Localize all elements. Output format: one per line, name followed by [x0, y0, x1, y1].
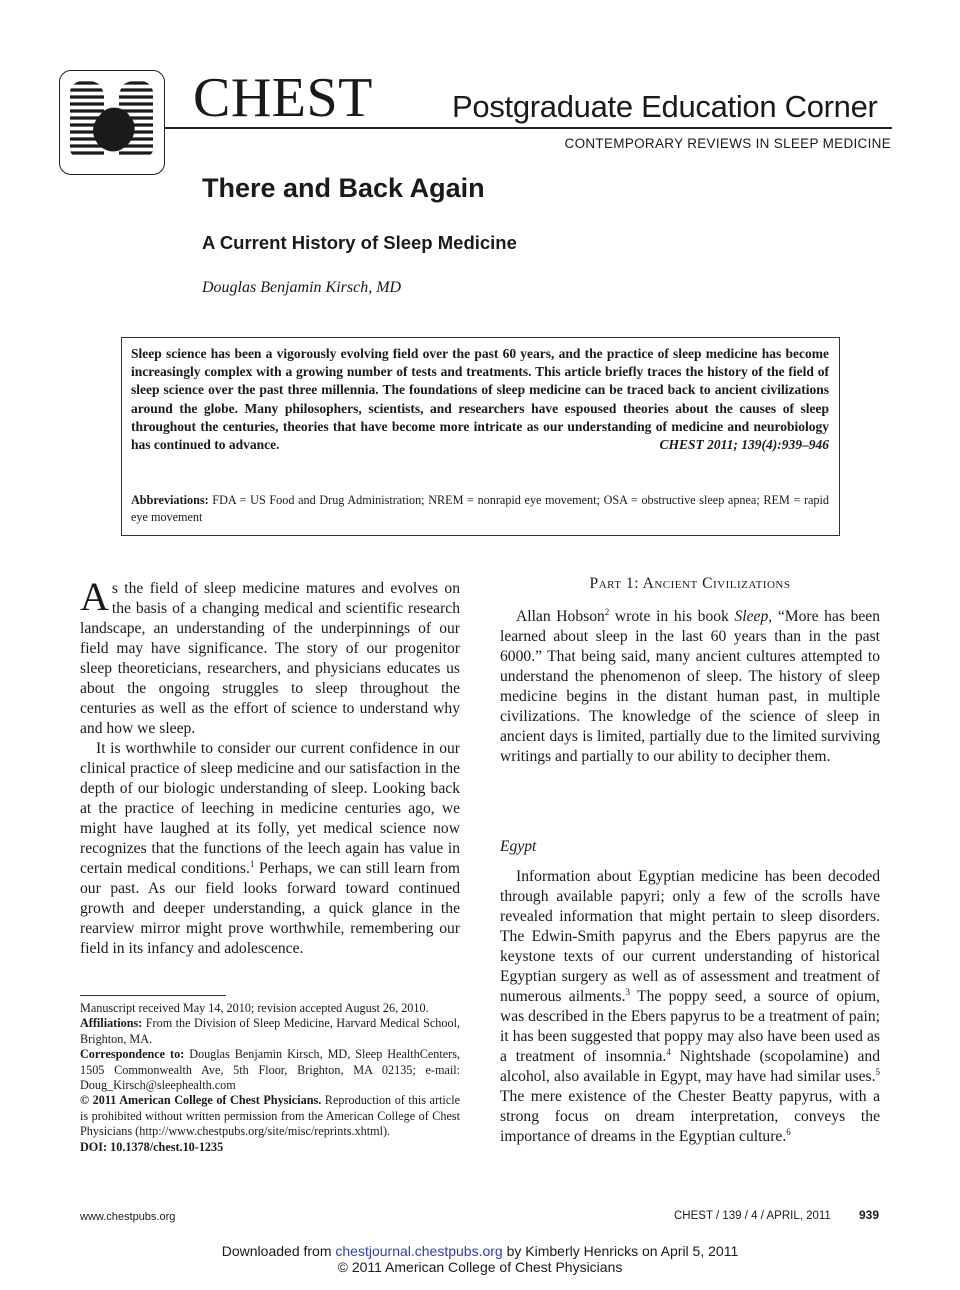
para2-text-a: It is worthwhile to consider our current confidence in our clinical practice of sleep medicine and our satisfaction in the depth of our biologic understanding of sleep. Looking back at the practice of leeching in medicine centuries ago, we might have laughed at its folly, yet medical science now recognizes that the functions of the leech again has value in certain medical conditions.: [80, 740, 460, 877]
ref-5[interactable]: 5: [875, 1066, 880, 1077]
abstract-citation: CHEST 2011; 139(4):939–946: [659, 437, 829, 453]
body-left-column: [80, 574, 460, 959]
abstract-text: [131, 345, 829, 454]
para2-text-b: The poppy seed, a source of opium, was described in the Ebers papyrus to be a treatment of pain; it has been suggested that poppy may also have been used as a treatment of insomnia.: [500, 988, 880, 1065]
footer-citation: CHEST / 139 / 4 / APRIL, 2011: [674, 1210, 831, 1222]
article-title: There and Back Again: [202, 173, 485, 203]
dropcap: A: [80, 574, 109, 619]
para1-text-b: wrote in his book: [609, 608, 735, 625]
header-rule: [165, 127, 892, 129]
footer-url[interactable]: www.chestpubs.org: [80, 1211, 176, 1223]
abstract-body: Sleep science has been a vigorously evolving field over the past 60 years, and the practice of sleep medicine has become increasingly complex with a growing number of tests and treatments. This article briefly traces the history of the field of sleep science over the past three millennia. The foundations of sleep medicine can be traced back to ancient civilizations around the globe. Many philosophers, scientists, and researchers have espoused theories about the causes of sleep throughout the centuries, theories that have become more intricate as our understanding of medicine and neurobiology has continued to advance.: [131, 346, 829, 453]
download-link[interactable]: chestjournal.chestpubs.org: [335, 1243, 503, 1259]
body-paragraph-2: [80, 739, 460, 959]
doi[interactable]: DOI: 10.1378/chest.10-1235: [80, 1139, 224, 1154]
para1-text-c: , “More has been learned about sleep in the last 60 years than in the past 6000.” That being said, many ancient cultures attempted to understand the phenomenon of sleep. The history of sleep medicine begins in the distant human past, in multiple civilizations. The knowledge of the science of sleep in ancient days is limited, partially due to the limited surviving writings and partially to our ability to decipher them.: [500, 608, 881, 765]
para2-text-d: The mere existence of the Chester Beatty papyrus, with a strong focus on dream interpretation, conveys the importance of dreams in the Egyptian culture.: [500, 1088, 880, 1145]
body-paragraph-1: [80, 574, 460, 739]
footnote-affiliations: [80, 1016, 460, 1047]
para2-text-c: Nightshade (scopolamine) and alcohol, also available in Egypt, may have had similar uses.: [500, 1048, 880, 1085]
footnote-rule: [80, 995, 226, 996]
journal-name: CHEST: [193, 67, 373, 129]
right-paragraph-1: [500, 607, 880, 767]
logo-graphic: [60, 71, 163, 173]
body-right-column: [500, 607, 880, 767]
para1-author: Allan Hobson: [516, 608, 605, 625]
para2-text-b: Perhaps, we can still learn from our past. As our field looks forward toward continued growth and deeper understanding, a quick glance in the rearview mirror might prove worthwhile, remembering our field in its infancy and adolescence.: [80, 860, 460, 957]
footnote-doi: [80, 1140, 460, 1155]
egypt-heading: Egypt: [500, 838, 537, 855]
article-author: Douglas Benjamin Kirsch, MD: [202, 279, 402, 296]
copyright-label: © 2011 American College of Chest Physicians.: [80, 1093, 322, 1108]
ref-2[interactable]: 2: [604, 606, 610, 617]
footnote-received: Manuscript received May 14, 2010; revision accepted August 26, 2010.: [80, 1001, 429, 1015]
abbreviations-text: FDA = US Food and Drug Administration; NREM = nonrapid eye movement; OSA = obstructive sleep apnea; REM = rapid eye movement: [131, 493, 829, 524]
footnote-copyright: [80, 1093, 460, 1139]
download-post: by Kimberly Henricks on April 5, 2011: [502, 1243, 739, 1259]
page-number: 939: [859, 1208, 880, 1222]
ref-4[interactable]: 4: [666, 1046, 671, 1057]
ref-1[interactable]: 1: [249, 858, 255, 869]
footnote-correspondence: [80, 1047, 460, 1093]
right-paragraph-2: [500, 867, 880, 1147]
article-subtitle: A Current History of Sleep Medicine: [202, 232, 517, 253]
para2-text-a: Information about Egyptian medicine has been decoded through available papyri; only a few of the scrolls have revealed information that might pertain to sleep disorders. The Edwin-Smith papyrus and the Ebers papyrus are the keystone texts of our current understanding of historical Egyptian surgery as well as of assessment and treatment of numerous ailments.: [500, 868, 880, 1005]
series-name: CONTEMPORARY REVIEWS IN SLEEP MEDICINE: [564, 136, 891, 151]
ref-6[interactable]: 6: [786, 1126, 791, 1137]
chest-lungs-heart-logo-icon: [59, 70, 165, 175]
body-right-column-egypt: [500, 867, 880, 1147]
download-pre: Downloaded from: [221, 1243, 336, 1259]
part-heading: Part 1: Ancient Civilizations: [589, 575, 791, 592]
section-name: Postgraduate Education Corner: [452, 89, 878, 124]
affiliations-label: Affiliations:: [80, 1016, 143, 1031]
correspondence-text: Douglas Benjamin Kirsch, MD, Sleep HealthCenters, 1505 Commonwealth Ave, 5th Floor, Brighton, MA 02135; e-mail: Doug_Kirsch@sleephealth.com: [80, 1047, 460, 1093]
ref-3[interactable]: 3: [625, 986, 631, 997]
correspondence-label: Correspondence to:: [80, 1047, 185, 1062]
footnotes: [80, 1001, 460, 1155]
copyright-text: Reproduction of this article is prohibited without written permission from the American College of Chest Physicians (http://www.chestpubs.org/site/misc/reprints.xhtml).: [80, 1093, 460, 1139]
abbreviations: [131, 492, 829, 525]
book-title: Sleep: [734, 608, 769, 625]
abbreviations-label: Abbreviations:: [131, 493, 209, 507]
para1-text: s the field of sleep medicine matures and evolves on the basis of a changing medical and scientific research landscape, an understanding of the underpinnings of our field may have significance. The story of our progenitor sleep theoreticians, researchers, and physicians educates us about the ongoing struggles to sleep throughout the centuries as well as the effort of science to understand why and how we sleep.: [80, 580, 460, 737]
download-line: [0, 1243, 960, 1260]
affiliations-text: From the Division of Sleep Medicine, Harvard Medical School, Brighton, MA.: [80, 1016, 460, 1046]
copyright-line: © 2011 American College of Chest Physicians: [337, 1259, 623, 1275]
